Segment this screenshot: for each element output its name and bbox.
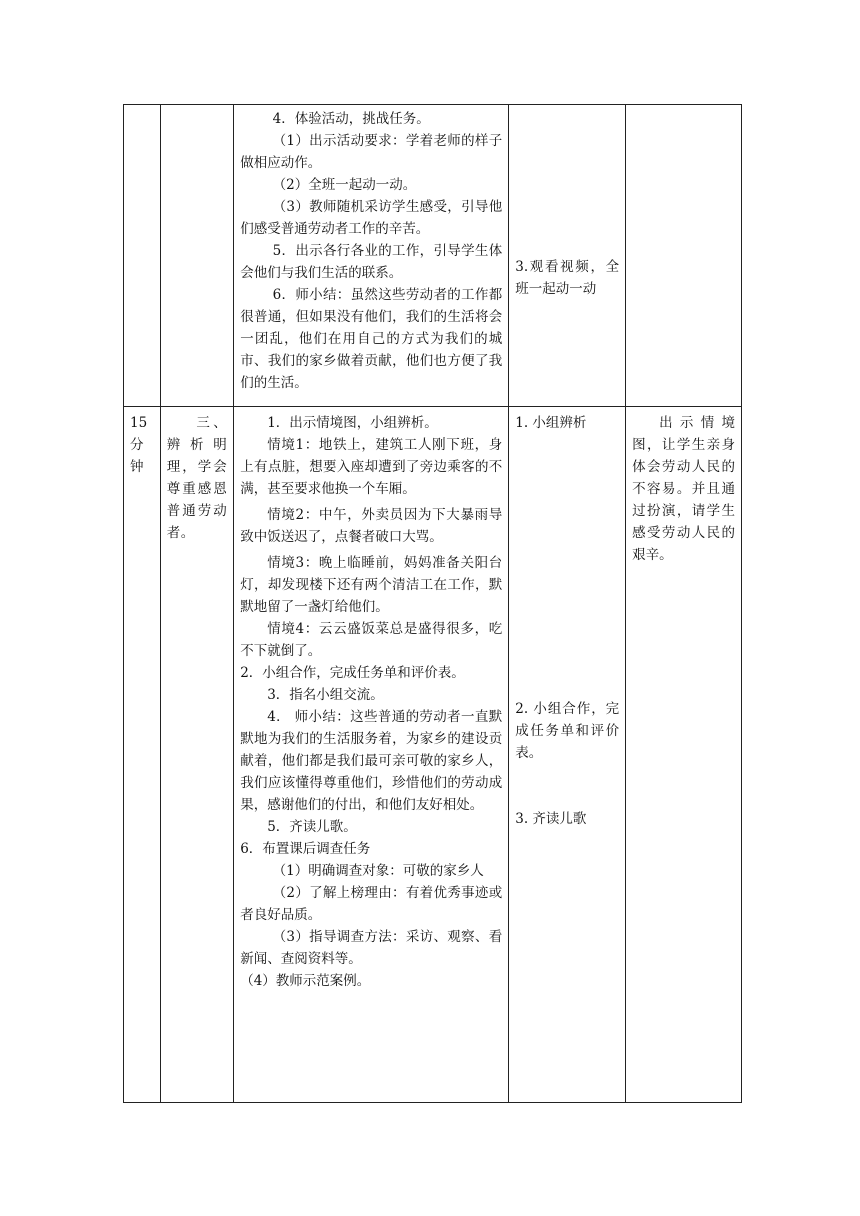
teacher-step: （2）全班一起动一动。 bbox=[272, 177, 417, 193]
teacher-step: （3）教师随机采访学生感受，引导他们感受普通劳动者工作的辛苦。 bbox=[240, 199, 503, 237]
teacher-step: 6．师小结：虽然这些劳动者的工作都很普通，但如果没有他们，我们的生活将会一团乱，他们在用自己的方式为我们的城市、我们的家乡做着贡献，他们也方便了我们的生活。 bbox=[240, 287, 503, 391]
teacher-step: 情境2：中午，外卖员因为下大暴雨导致中饭送迟了，点餐者破口大骂。 bbox=[240, 507, 503, 545]
design-intent-text: 出示情境图，让学生亲身体会劳动人民的不容易。并且通过扮演，请学生感受劳动人民的艰辛。 bbox=[632, 415, 735, 563]
teacher-step: 情境4：云云盛饭菜总是盛得很多，吃不下就倒了。 bbox=[240, 621, 503, 659]
table-row bbox=[124, 407, 742, 1103]
student-step: 3. 齐读儿歌 bbox=[515, 811, 587, 827]
stage-cell bbox=[160, 407, 233, 1103]
teacher-step: 5．齐读儿歌。 bbox=[267, 819, 357, 835]
teacher-step: （2）了解上榜理由：有着优秀事迹或者良好品质。 bbox=[240, 885, 503, 923]
lesson-plan-table bbox=[123, 104, 742, 1103]
design-intent-cell bbox=[626, 407, 742, 1103]
teacher-step: 4． 师小结：这些普通的劳动者一直默默地为我们的生活服务着，为家乡的建设贡献着，他们都是我们最可亲可敬的家乡人，我们应该懂得尊重他们，珍惜他们的劳动成果，感谢他们的付出，和他们友好相处。 bbox=[240, 709, 503, 813]
time-cell bbox=[124, 105, 161, 407]
teacher-activity-cell bbox=[234, 105, 509, 407]
student-activity-cell bbox=[509, 105, 626, 407]
stage-cell bbox=[160, 105, 233, 407]
teacher-step: 3．指名小组交流。 bbox=[267, 687, 384, 703]
teacher-step: 4．体验活动，挑战任务。 bbox=[272, 111, 430, 127]
teacher-activity-cell bbox=[234, 407, 509, 1103]
teacher-step: （1）出示活动要求：学着老师的样子做相应动作。 bbox=[240, 133, 503, 171]
teacher-step: 6．布置课后调查任务 bbox=[240, 841, 371, 857]
teacher-step: 情境3：晚上临睡前，妈妈准备关阳台灯，却发现楼下还有两个清洁工在工作，默默地留了一盏灯给他们。 bbox=[240, 555, 503, 615]
teacher-step: 5．出示各行各业的工作，引导学生体会他们与我们生活的联系。 bbox=[240, 243, 503, 281]
stage-text: 三、辨析明理，学会尊重感恩普通劳动者。 bbox=[166, 415, 228, 541]
teacher-step: （1）明确调查对象：可敬的家乡人 bbox=[272, 863, 484, 879]
teacher-step: （4）教师示范案例。 bbox=[240, 973, 371, 989]
student-step: 1. 小组辨析 bbox=[515, 415, 587, 431]
student-activity-cell bbox=[509, 407, 626, 1103]
teacher-step: 2．小组合作，完成任务单和评价表。 bbox=[240, 665, 465, 681]
teacher-step: （3）指导调查方法：采访、观察、看新闻、查阅资料等。 bbox=[240, 929, 503, 967]
time-cell: 15分钟 bbox=[124, 407, 161, 1103]
student-step: 3.观看视频，全班一起动一动 bbox=[515, 259, 620, 297]
design-intent-cell bbox=[626, 105, 742, 407]
teacher-step: 情境1：地铁上，建筑工人刚下班，身上有点脏，想要入座却遭到了旁边乘客的不满，甚至要求他换一个车厢。 bbox=[240, 437, 503, 497]
table-row bbox=[124, 105, 742, 407]
student-step: 2. 小组合作，完成任务单和评价表。 bbox=[515, 701, 620, 761]
teacher-step: 1．出示情境图，小组辨析。 bbox=[267, 415, 438, 431]
